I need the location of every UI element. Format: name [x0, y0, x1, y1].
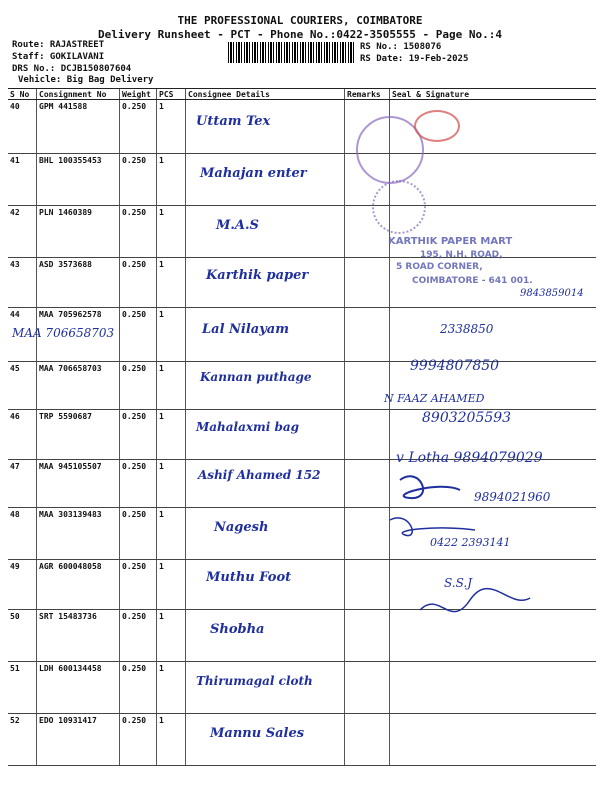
sno-cell: 44	[8, 308, 37, 362]
consignee-cell: Kannan puthage	[186, 362, 345, 410]
table-row	[8, 206, 596, 258]
signature-phone: v Lotha 9894079029	[396, 450, 543, 466]
consignment-cell: EDO 10931417	[37, 714, 120, 766]
pcs-cell: 1	[157, 308, 186, 362]
signature-phone: 9994807850	[410, 358, 500, 374]
signature-phone: 2338850	[440, 322, 494, 336]
consignment-cell: BHL 100355453	[37, 154, 120, 206]
rs-number: RS No.: 1508076	[360, 42, 442, 52]
column-header: Consignment No	[37, 89, 120, 100]
sno-cell: 52	[8, 714, 37, 766]
weight-cell: 0.250	[120, 308, 157, 362]
signature-phone: 9894021960	[474, 490, 551, 504]
consignee-cell: Muthu Foot	[186, 560, 345, 610]
sno-cell: 42	[8, 206, 37, 258]
consignment-cell: MAA 945105507	[37, 460, 120, 508]
consignee-cell: Mannu Sales	[186, 714, 345, 766]
pcs-cell: 1	[157, 154, 186, 206]
seal-stamp-icon	[372, 180, 426, 234]
consignee-cell: Uttam Tex	[186, 100, 345, 154]
sno-cell: 50	[8, 610, 37, 662]
sno-cell: 46	[8, 410, 37, 460]
signature-initials: S.S.J	[444, 576, 473, 590]
stamp-name: KARTHIK PAPER MART	[388, 236, 513, 247]
table-header-row	[8, 89, 596, 100]
column-header: S No	[8, 89, 37, 100]
signature-phone: 0422 2393141	[430, 536, 511, 549]
consignee-cell: Mahajan enter	[186, 154, 345, 206]
table-row	[8, 154, 596, 206]
consignment-cell: ASD 3573688	[37, 258, 120, 308]
page-subtitle: Delivery Runsheet - PCT - Phone No.:0422-3505555 - Page No.:4	[98, 28, 502, 41]
consignment-cell: MAA 303139483	[37, 508, 120, 560]
staff-label: Staff: GOKILAVANI	[12, 52, 105, 62]
stamp-address-line: 5 ROAD CORNER,	[396, 262, 483, 272]
consignment-cell: TRP 5590687	[37, 410, 120, 460]
sno-cell: 48	[8, 508, 37, 560]
page-title: THE PROFESSIONAL COURIERS, COIMBATORE	[177, 14, 423, 27]
stamp-address-line: 195, N.H. ROAD,	[420, 250, 503, 260]
consignee-cell: M.A.S	[186, 206, 345, 258]
weight-cell: 0.250	[120, 100, 157, 154]
table-row	[8, 362, 596, 410]
weight-cell: 0.250	[120, 154, 157, 206]
sno-cell: 45	[8, 362, 37, 410]
consignment-cell: MAA 705962578	[37, 308, 120, 362]
remarks-cell	[345, 258, 390, 308]
weight-cell: 0.250	[120, 460, 157, 508]
consignee-cell: Ashif Ahamed 152	[186, 460, 345, 508]
column-header: Seal & Signature	[390, 89, 597, 100]
sno-cell: 49	[8, 560, 37, 610]
pcs-cell: 1	[157, 560, 186, 610]
signature-phone: 8903205593	[422, 410, 512, 426]
weight-cell: 0.250	[120, 662, 157, 714]
signature-scribble-icon	[414, 110, 460, 142]
consignment-cell: SRT 15483736	[37, 610, 120, 662]
weight-cell: 0.250	[120, 410, 157, 460]
pcs-cell: 1	[157, 100, 186, 154]
table-row	[8, 662, 596, 714]
consignment-cell: LDH 600134458	[37, 662, 120, 714]
sno-cell: 43	[8, 258, 37, 308]
signature-cell	[390, 662, 597, 714]
signature-name: N FAAZ AHAMED	[384, 392, 485, 405]
weight-cell: 0.250	[120, 560, 157, 610]
pcs-cell: 1	[157, 508, 186, 560]
signature-cell	[390, 714, 597, 766]
route-label: Route: RAJASTREET	[12, 40, 105, 50]
sno-cell: 51	[8, 662, 37, 714]
sno-cell: 40	[8, 100, 37, 154]
weight-cell: 0.250	[120, 610, 157, 662]
consignment-cell: AGR 600048058	[37, 560, 120, 610]
consignee-cell: Thirumagal cloth	[186, 662, 345, 714]
consignee-cell: Nagesh	[186, 508, 345, 560]
pcs-cell: 1	[157, 460, 186, 508]
table-row	[8, 100, 596, 154]
drs-label: DRS No.: DCJB150807604	[12, 64, 132, 74]
column-header: PCS	[157, 89, 186, 100]
consignment-cell: MAA 706658703	[37, 362, 120, 410]
pcs-cell: 1	[157, 258, 186, 308]
pcs-cell: 1	[157, 610, 186, 662]
weight-cell: 0.250	[120, 206, 157, 258]
sno-cell: 41	[8, 154, 37, 206]
column-header: Weight	[120, 89, 157, 100]
consignee-cell: Shobha	[186, 610, 345, 662]
remarks-cell	[345, 662, 390, 714]
column-header: Consignee Details	[186, 89, 345, 100]
pcs-cell: 1	[157, 206, 186, 258]
consignment-cell: PLN 1460389	[37, 206, 120, 258]
pcs-cell: 1	[157, 362, 186, 410]
consignment-cell: GPM 441588	[37, 100, 120, 154]
signature-phone: 9843859014	[520, 288, 584, 299]
vehicle-label: Vehicle: Big Bag Delivery	[18, 75, 154, 85]
remarks-cell	[345, 410, 390, 460]
table-row	[8, 714, 596, 766]
consignee-cell: Lal Nilayam	[186, 308, 345, 362]
handwritten-consignment: MAA 706658703	[12, 326, 115, 340]
remarks-cell	[345, 308, 390, 362]
remarks-cell	[345, 714, 390, 766]
stamp-city: COIMBATORE - 641 001.	[412, 276, 533, 286]
barcode-image	[228, 42, 354, 63]
pcs-cell: 1	[157, 714, 186, 766]
weight-cell: 0.250	[120, 714, 157, 766]
weight-cell: 0.250	[120, 362, 157, 410]
sno-cell: 47	[8, 460, 37, 508]
weight-cell: 0.250	[120, 258, 157, 308]
runsheet-table	[8, 88, 596, 766]
rs-date: RS Date: 19-Feb-2025	[360, 54, 469, 64]
remarks-cell	[345, 362, 390, 410]
consignee-cell: Karthik paper	[186, 258, 345, 308]
column-header: Remarks	[345, 89, 390, 100]
pcs-cell: 1	[157, 410, 186, 460]
signature-scribbles-icon	[380, 470, 580, 630]
pcs-cell: 1	[157, 662, 186, 714]
weight-cell: 0.250	[120, 508, 157, 560]
consignee-cell: Mahalaxmi bag	[186, 410, 345, 460]
